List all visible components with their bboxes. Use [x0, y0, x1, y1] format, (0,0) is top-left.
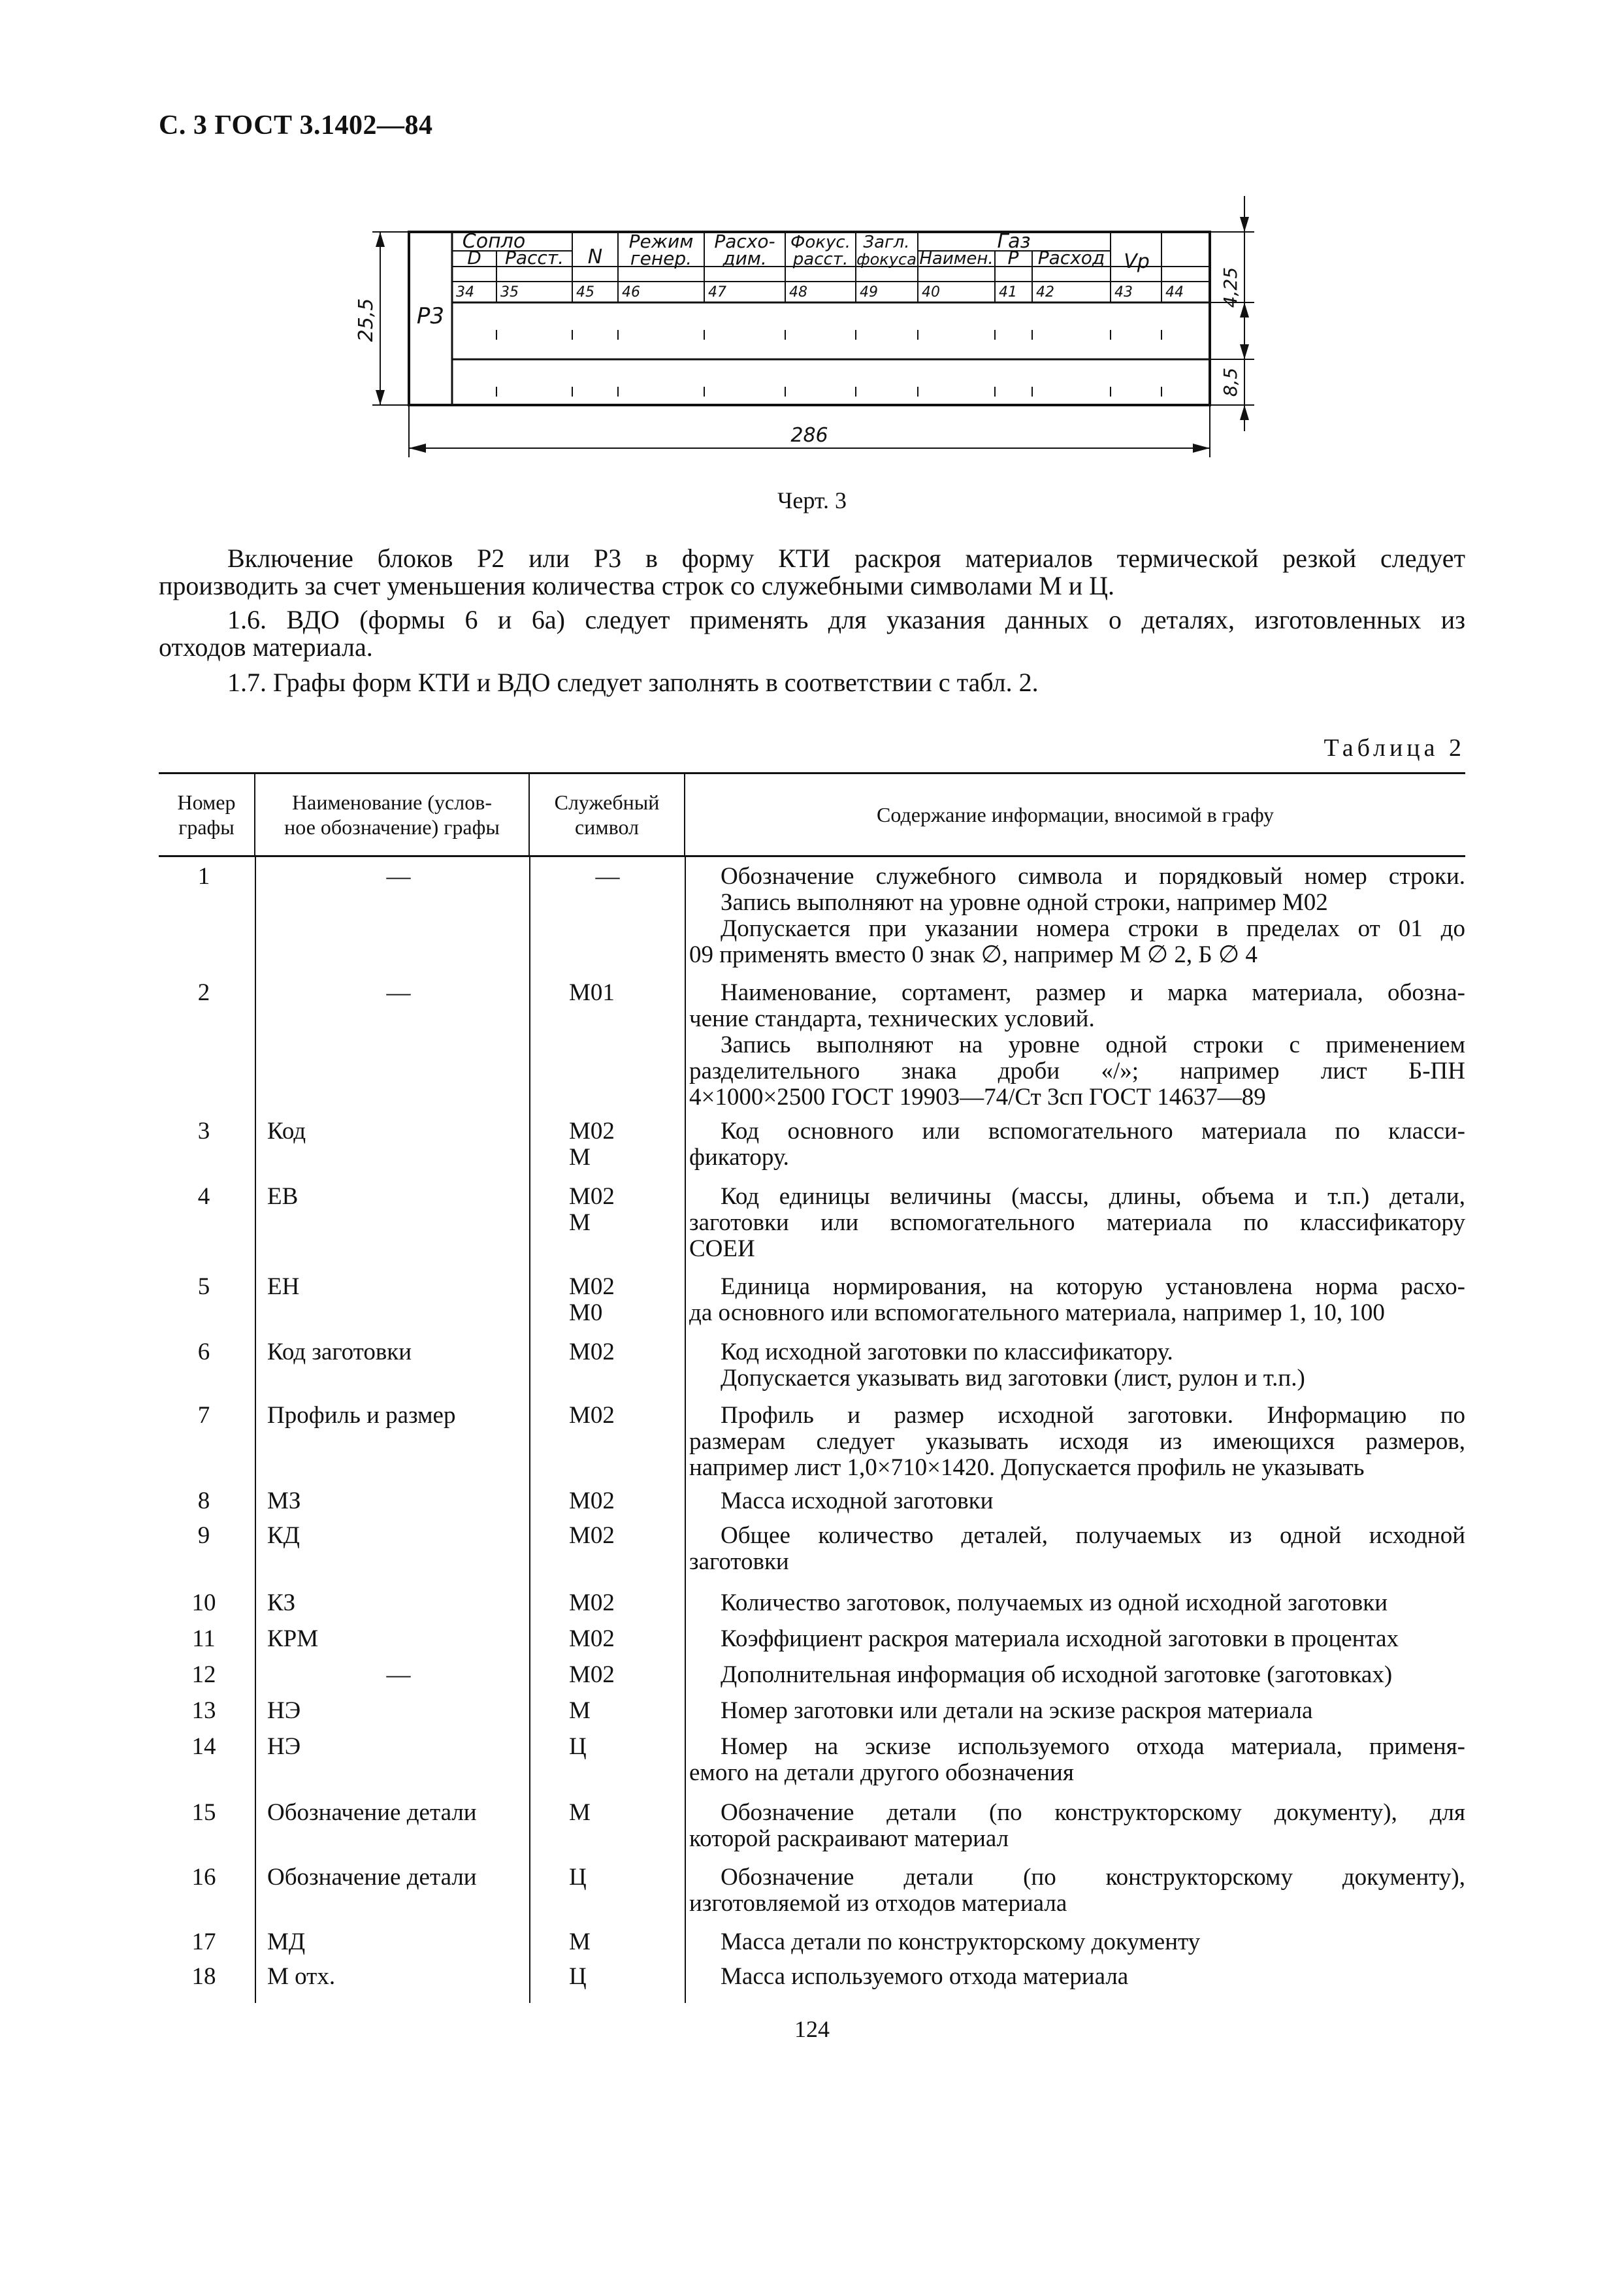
cell-info: [685, 1403, 1465, 1488]
cell-symbol: М: [569, 1697, 591, 1724]
table-row: [159, 1184, 1465, 1274]
paragraph-line: 1.6. ВДО (формы 6 и 6а) следует применять для указания данных о деталях, изготовленных из: [227, 605, 1465, 634]
figure-caption: Черт. 3: [777, 487, 847, 513]
info-line: Дополнительная информация об исходной заготовке (заготовках): [721, 1661, 1393, 1688]
cell-number: 12: [191, 1661, 216, 1688]
cell-name: Профиль и размер: [267, 1402, 456, 1429]
info-line: фикатору.: [689, 1144, 789, 1171]
cell-name: КД: [267, 1522, 300, 1549]
cell-info: [685, 1274, 1465, 1339]
cell-number: 6: [197, 1339, 210, 1365]
cell-number: 2: [197, 979, 210, 1006]
col-num-35: 35: [500, 284, 519, 301]
cell-symbol: Ц: [569, 1864, 587, 1891]
cell-number: 7: [197, 1402, 210, 1429]
info-line: Масса детали по конструкторскому документу: [721, 1929, 1201, 1955]
cell-name: МД: [267, 1929, 306, 1955]
cell-number: 3: [197, 1118, 210, 1145]
cell-info: [685, 1864, 1465, 1929]
cell-number: 8: [197, 1488, 210, 1514]
cell-symbol: М01: [569, 979, 615, 1006]
paragraph-1-6: [159, 606, 1465, 661]
cell-symbol: М02: [569, 1589, 615, 1616]
cell-info: [685, 1523, 1465, 1590]
cell-number: 17: [191, 1929, 216, 1955]
col-label-gaz: Газ: [997, 230, 1031, 253]
info-line: заготовки: [689, 1548, 789, 1575]
table-row: [159, 1698, 1465, 1734]
col-label-fokus-rasst: расст.: [792, 250, 849, 269]
form-block-drawing: [0, 0, 1624, 523]
cell-name: ЕВ: [267, 1183, 299, 1210]
info-line: заготовки или вспомогательного материала по классификатору: [689, 1209, 1465, 1236]
cell-symbol: М02: [569, 1522, 615, 1549]
col-label-rashod-gaz: Расход: [1037, 247, 1105, 269]
info-line: 09 применять вместо 0 знак ∅, например М ∅ 2, Б ∅ 4: [689, 941, 1258, 968]
paragraph-line: Включение блоков Р2 или Р3 в форму КТИ раскроя материалов термической резкой следует: [227, 544, 1465, 573]
col-label-rezhim: Режим: [628, 231, 694, 252]
cell-info: [685, 1929, 1465, 1964]
info-line: например лист 1,0×710×1420. Допускается профиль не указывать: [689, 1454, 1365, 1481]
info-line: Код единицы величины (массы, длины, объема и т.п.) детали,: [721, 1183, 1465, 1210]
cell-info: [685, 864, 1465, 980]
cell-name: Обозначение детали: [267, 1864, 477, 1891]
col-num-40: 40: [922, 284, 940, 301]
table-row: [159, 1488, 1465, 1523]
header-column-number: Номер графы: [159, 774, 255, 855]
table-title: Таблица 2: [1324, 734, 1465, 762]
info-line: Код основного или вспомогательного материала по класси-: [721, 1118, 1465, 1145]
table-row: [159, 1964, 1465, 2000]
cell-number: 11: [192, 1625, 216, 1652]
info-line: Количество заготовок, получаемых из одной исходной заготовки: [721, 1589, 1388, 1616]
col-label-d: D: [467, 247, 481, 269]
table-row: [159, 1800, 1465, 1864]
table-body: [159, 857, 1465, 2003]
cell-symbol: М02: [569, 1339, 615, 1365]
cell-name: —: [386, 863, 411, 890]
dim-width: 286: [790, 424, 828, 447]
col-num-34: 34: [456, 284, 474, 301]
paragraph-1-7: [159, 669, 1465, 696]
cell-info: [685, 1590, 1465, 1626]
table-row: [159, 1864, 1465, 1929]
col-label-soplo: Сопло: [462, 230, 526, 253]
col-label-rezhim-gener: генер.: [630, 248, 692, 269]
dim-height: 25,5: [355, 298, 378, 342]
col-num-43: 43: [1114, 284, 1133, 301]
cell-symbol: Ц: [569, 1963, 587, 1990]
info-line: Масса исходной заготовки: [721, 1488, 994, 1514]
cell-name: КРМ: [267, 1625, 319, 1652]
table-row: [159, 1734, 1465, 1800]
header-column-symbol: Служебный символ: [530, 774, 685, 855]
table-row: [159, 864, 1465, 980]
paragraph-line: производить за счет уменьшения количества строк со служебными символами М и Ц.: [159, 571, 1114, 600]
cell-symbol: —: [595, 863, 620, 890]
dim-header-height: 4,25: [1220, 267, 1241, 308]
table-header: [159, 772, 1465, 857]
cell-info: [685, 1662, 1465, 1698]
cell-number: 10: [191, 1589, 216, 1616]
cell-symbol: М: [569, 1799, 591, 1826]
col-num-48: 48: [789, 284, 807, 301]
table-row: [159, 1929, 1465, 1964]
col-label-naimen: Наимен.: [919, 249, 994, 269]
info-line: Общее количество деталей, получаемых из одной исходной: [721, 1522, 1465, 1549]
info-line: чение стандарта, технических условий.: [689, 1005, 1095, 1032]
cell-info: [685, 980, 1465, 1118]
info-line: Обозначение детали (по конструкторскому документу),: [721, 1864, 1465, 1891]
col-num-45: 45: [576, 284, 594, 301]
info-line: Допускается при указании номера строки в пределах от 01 до: [721, 915, 1465, 942]
info-line: Обозначение детали (по конструкторскому документу), для: [721, 1799, 1465, 1826]
cell-name: —: [386, 979, 411, 1006]
cell-name: Обозначение детали: [267, 1799, 477, 1826]
cell-name: КЗ: [267, 1589, 296, 1616]
col-num-41: 41: [999, 284, 1017, 301]
col-num-49: 49: [860, 284, 878, 301]
cell-number: 16: [191, 1864, 216, 1891]
cell-number: 18: [191, 1963, 216, 1990]
info-line: Наименование, сортамент, размер и марка материала, обозна-: [721, 979, 1465, 1006]
cell-info: [685, 1698, 1465, 1734]
header-column-info: Содержание информации, вносимой в графу: [877, 803, 1274, 826]
col-num-42: 42: [1036, 284, 1054, 301]
cell-info: [685, 1184, 1465, 1274]
paragraph-blocks-p2-p3: [159, 545, 1465, 600]
cell-name: МЗ: [267, 1488, 301, 1514]
info-line: емого на детали другого обозначения: [689, 1759, 1074, 1786]
info-line: изготовляемой из отходов материала: [689, 1890, 1067, 1917]
cell-name: НЭ: [267, 1697, 301, 1724]
info-line: да основного или вспомогательного материала, например 1, 10, 100: [689, 1299, 1385, 1326]
cell-number: 5: [197, 1273, 210, 1300]
info-line: Запись выполняют на уровне одной строки с применением: [721, 1032, 1465, 1058]
col-label-rasst: Расст.: [504, 247, 564, 269]
page-number: 124: [794, 2016, 830, 2042]
info-line: Номер на эскизе используемого отхода материала, применя-: [721, 1733, 1465, 1760]
table-row: [159, 1118, 1465, 1184]
info-line: которой раскраивают материал: [689, 1825, 1009, 1852]
table-row: [159, 1626, 1465, 1662]
paragraph-line: 1.7. Графы форм КТИ и ВДО следует заполнять в соответствии с табл. 2.: [227, 668, 1039, 697]
cell-name: Код заготовки: [267, 1339, 412, 1365]
info-line: Масса используемого отхода материала: [721, 1963, 1129, 1990]
info-line: Единица нормирования, на которую установлена норма расхо-: [721, 1273, 1465, 1300]
col-num-44: 44: [1165, 284, 1184, 301]
cell-symbol: М02: [569, 1402, 615, 1429]
dim-row-height: 8,5: [1220, 367, 1241, 397]
table-row: [159, 980, 1465, 1118]
cell-symbol: Ц: [569, 1733, 587, 1760]
cell-symbol: М02: [569, 1625, 615, 1652]
cell-name: ЕН: [267, 1273, 300, 1300]
cell-symbol: М02: [569, 1488, 615, 1514]
cell-info: [685, 1626, 1465, 1662]
col-num-47: 47: [708, 284, 726, 301]
col-label-vp: Vр: [1124, 250, 1150, 273]
info-line: Профиль и размер исходной заготовки. Информацию по: [721, 1402, 1465, 1429]
cell-number: 13: [191, 1697, 216, 1724]
cell-number: 9: [197, 1522, 210, 1549]
header-column-name: Наименование (услов- ное обозначение) графы: [255, 774, 530, 855]
table-row: [159, 1523, 1465, 1590]
cell-name: М отх.: [267, 1963, 336, 1990]
col-label-rashod: Расхо-: [714, 231, 775, 252]
drawing-svg: [0, 0, 1624, 523]
cell-symbol: М02 М: [569, 1118, 615, 1171]
info-line: СОЕИ: [689, 1235, 755, 1262]
cell-info: [685, 1734, 1465, 1800]
info-line: Допускается указывать вид заготовки (лист, рулон и т.п.): [721, 1365, 1305, 1392]
cell-number: 1: [197, 863, 210, 890]
table-row: [159, 1590, 1465, 1626]
info-line: Номер заготовки или детали на эскизе раскроя материала: [721, 1697, 1313, 1724]
cell-info: [685, 1964, 1465, 2000]
info-line: размерам следует указывать исходя из имеющихся размеров,: [689, 1428, 1465, 1455]
cell-info: [685, 1800, 1465, 1864]
col-label-zagl: Загл.: [863, 233, 910, 252]
info-line: Коэффициент раскроя материала исходной заготовки в процентах: [721, 1625, 1399, 1652]
table-row: [159, 1339, 1465, 1403]
col-label-fokus: Фокус.: [790, 233, 851, 252]
cell-info: [685, 1118, 1465, 1184]
info-line: Обозначение служебного символа и порядковый номер строки.: [721, 863, 1465, 890]
cell-number: 15: [191, 1799, 216, 1826]
col-label-n: N: [587, 246, 603, 269]
cell-info: [685, 1339, 1465, 1403]
info-line: разделительного знака дроби «/»; например лист Б-ПН: [689, 1058, 1465, 1084]
col-num-46: 46: [622, 284, 640, 301]
cell-symbol: М: [569, 1929, 591, 1955]
cell-number: 4: [197, 1183, 210, 1210]
block-label: Р3: [416, 303, 445, 329]
table-2: [159, 772, 1465, 2003]
cell-name: —: [386, 1661, 411, 1688]
info-line: 4×1000×2500 ГОСТ 19903—74/Ст 3сп ГОСТ 14637—89: [689, 1084, 1266, 1111]
cell-info: [685, 1488, 1465, 1523]
col-label-zagl-fokusa: фокуса: [856, 250, 917, 269]
info-line: Код исходной заготовки по классификатору.: [721, 1339, 1173, 1365]
cell-number: 14: [191, 1733, 216, 1760]
cell-symbol: М02 М0: [569, 1273, 615, 1326]
cell-name: НЭ: [267, 1733, 301, 1760]
table-row: [159, 1662, 1465, 1698]
paragraph-line: отходов материала.: [159, 632, 373, 662]
table-row: [159, 1274, 1465, 1339]
cell-symbol: М02 М: [569, 1183, 615, 1236]
page-header: С. 3 ГОСТ 3.1402—84: [159, 110, 433, 140]
cell-name: Код: [267, 1118, 306, 1145]
col-label-rashod-dim: дим.: [723, 248, 767, 269]
table-row: [159, 1403, 1465, 1488]
col-label-p: P: [1007, 247, 1019, 269]
cell-symbol: М02: [569, 1661, 615, 1688]
info-line: Запись выполняют на уровне одной строки, например М02: [721, 889, 1328, 916]
